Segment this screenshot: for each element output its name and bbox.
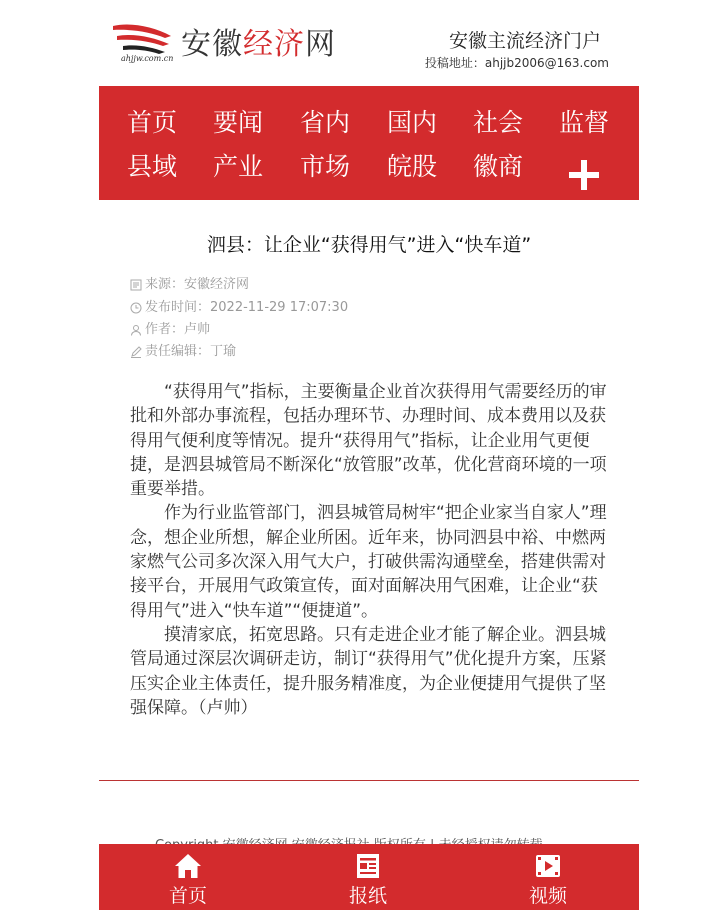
tab-video[interactable] [488, 844, 608, 910]
home-icon [174, 852, 202, 880]
contribution-address: 投稿地址：ahjjb2006@163.com [424, 56, 609, 70]
site-header [99, 0, 639, 86]
nav-item-industry[interactable]: 产业 [213, 152, 264, 181]
nav-item-county[interactable]: 县域 [127, 152, 178, 181]
plus-icon[interactable] [567, 158, 601, 192]
site-slogan: 安徽主流经济门户 [448, 30, 601, 52]
article-paragraph: 摸清家底，拓宽思路。只有走进企业才能了解企业。泗县城管局通过深层次调研走访，制订“获得用气”优化提升方案，压紧压实企业主体责任，提升服务精准度，为企业便捷用气提供了坚强保障。（卢帅） [130, 624, 607, 718]
article-paragraph: “获得用气”指标，主要衡量企业首次获得用气需要经历的审批和外部办事流程，包括办理环节、办理时间、成本费用以及获得用气便利度等情况。提升“获得用气”指标，让企业用气更便捷，是泗县城管局不断深化“放管服”改革，优化营商环境的一项重要举措。 [130, 382, 607, 500]
article-time: 发布时间：2022-11-29 17:07:30 [130, 299, 348, 317]
content-divider [99, 780, 639, 781]
article-paragraph: 作为行业监管部门，泗县城管局树牢“把企业家当自家人”理念，想企业所想，解企业所困。近年来，协同泗县中裕、中燃两家燃气公司多次深入用气大户，打破供需沟通壁垒，搭建供需对接平台，开展用气政策宣传，面对面解决用气困难，让企业“获得用气”进入“快车道”“便捷道”。 [130, 503, 607, 621]
clock-icon [130, 302, 142, 314]
contribution-email[interactable]: ahjjb2006@163.com [484, 56, 609, 70]
nav-item-news[interactable]: 要闻 [213, 108, 264, 137]
nav-item-merchants[interactable]: 徽商 [473, 152, 524, 181]
article-source: 来源：安徽经济网 [130, 276, 249, 294]
tab-video-label: 视频 [528, 885, 567, 907]
nav-item-province[interactable]: 省内 [300, 108, 351, 137]
person-icon [130, 324, 142, 336]
nav-item-market[interactable]: 市场 [300, 152, 351, 181]
article-title: 泗县：让企业“获得用气”进入“快车道” [206, 234, 532, 256]
nav-item-home[interactable]: 首页 [127, 108, 178, 137]
nav-item-stocks[interactable]: 皖股 [387, 152, 438, 181]
pen-icon [130, 346, 142, 358]
newspaper-icon [354, 852, 382, 880]
video-icon [534, 852, 562, 880]
article-author: 作者：卢帅 [130, 321, 210, 339]
page [99, 0, 639, 910]
nav-item-society[interactable]: 社会 [473, 108, 524, 137]
nav-item-supervision[interactable]: 监督 [559, 108, 610, 137]
tab-home-label: 首页 [168, 885, 207, 907]
tab-newspaper-label: 报纸 [348, 885, 387, 907]
site-logo[interactable] [109, 18, 339, 68]
logo-text: 安徽经济网 [181, 27, 336, 62]
tab-newspaper[interactable] [308, 844, 428, 910]
source-icon [130, 279, 142, 291]
bottom-tab-bar [99, 844, 639, 910]
nav-item-domestic[interactable]: 国内 [387, 108, 438, 137]
article-editor: 责任编辑：丁瑜 [130, 343, 236, 361]
logo-domain: ahjjw.com.cn [121, 54, 174, 63]
tab-home[interactable] [128, 844, 248, 910]
main-nav [99, 86, 639, 200]
article-body [130, 380, 610, 720]
